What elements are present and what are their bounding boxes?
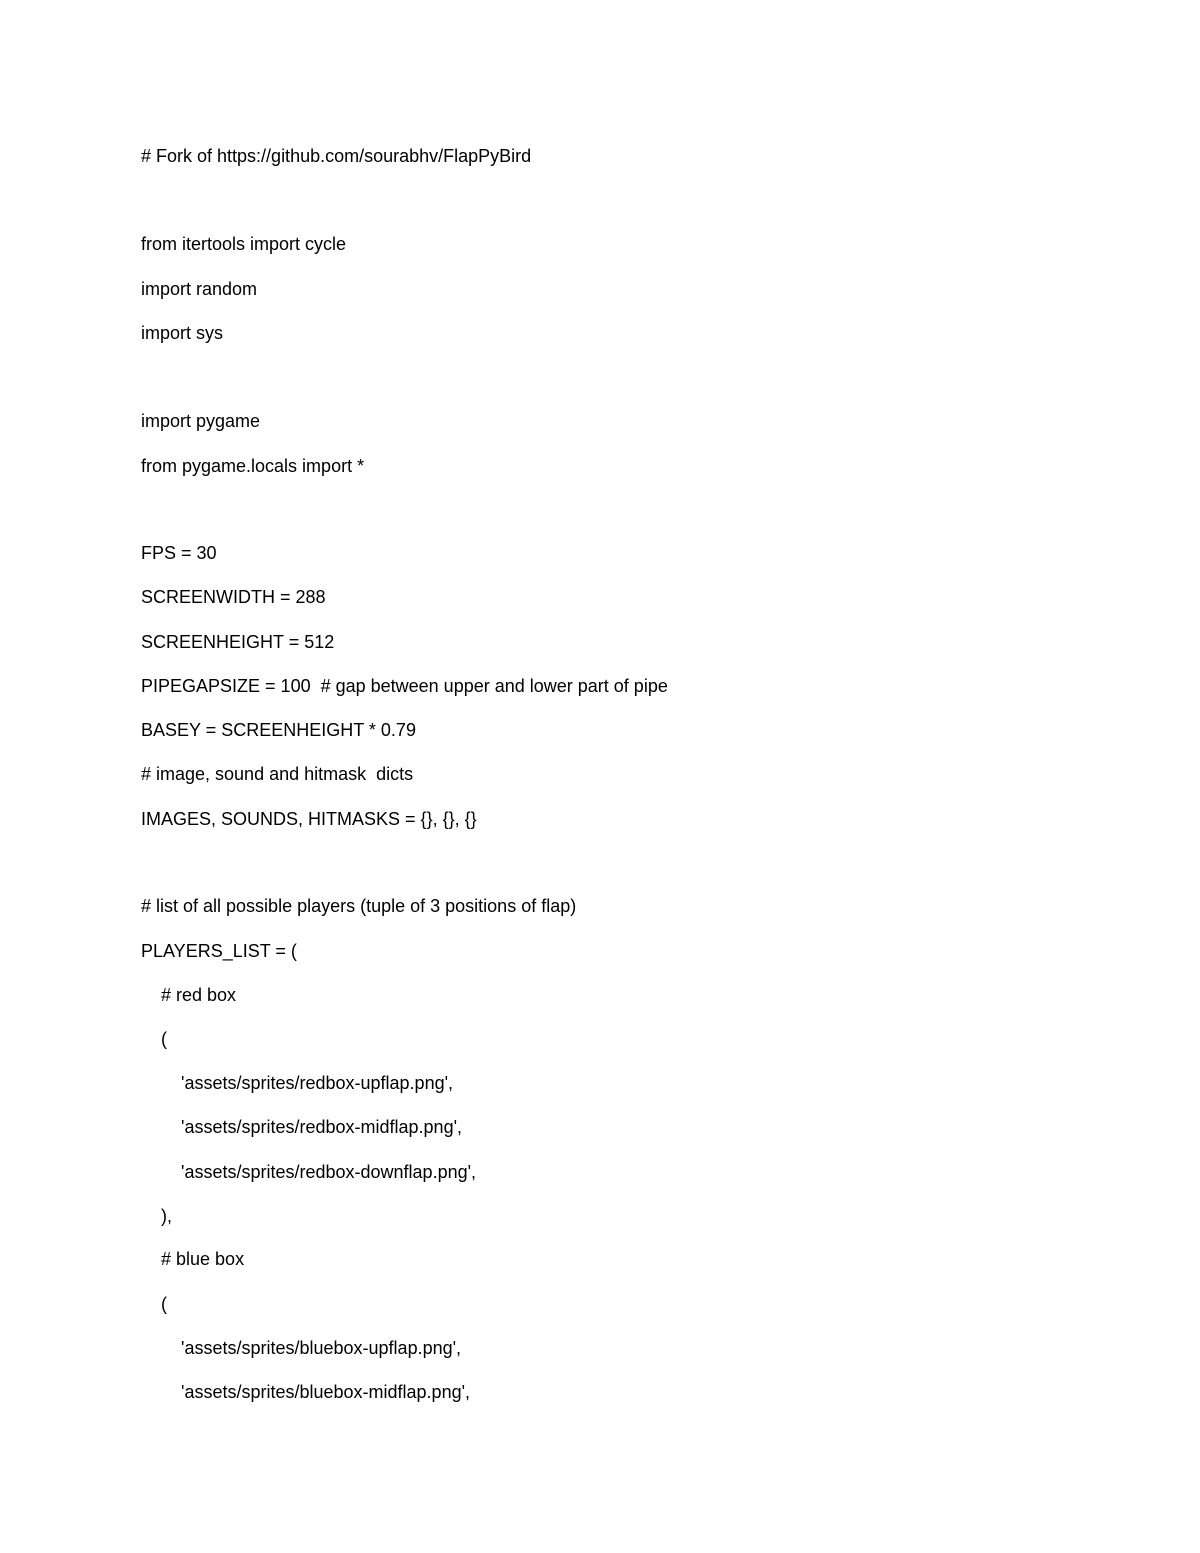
code-line-pipegapsize: PIPEGAPSIZE = 100 # gap between upper and lower part of pipe	[141, 676, 668, 696]
code-line-import-locals: from pygame.locals import *	[141, 456, 365, 476]
code-line-comment-fork: # Fork of https://github.com/sourabhv/FlapPyBird	[141, 146, 532, 166]
code-line-comment-blue-box: # blue box	[141, 1249, 245, 1269]
code-line-basey: BASEY = SCREENHEIGHT * 0.79	[141, 720, 416, 740]
code-line-comment-players: # list of all possible players (tuple of 3 positions of flap)	[141, 896, 577, 916]
code-line-redbox-downflap: 'assets/sprites/redbox-downflap.png',	[141, 1162, 477, 1182]
code-line-redbox-midflap: 'assets/sprites/redbox-midflap.png',	[141, 1117, 463, 1137]
code-line-open-paren-blue: (	[141, 1294, 167, 1314]
code-line-import-pygame: import pygame	[141, 411, 261, 431]
code-line-comment-dicts: # image, sound and hitmask dicts	[141, 764, 414, 784]
code-line-fps: FPS = 30	[141, 543, 217, 563]
code-line-close-paren-red: ),	[141, 1206, 172, 1226]
code-line-bluebox-midflap: 'assets/sprites/bluebox-midflap.png',	[141, 1382, 471, 1402]
code-line-open-paren-red: (	[141, 1029, 167, 1049]
code-line-import-random: import random	[141, 279, 258, 299]
code-line-import-sys: import sys	[141, 323, 224, 343]
code-line-images-sounds: IMAGES, SOUNDS, HITMASKS = {}, {}, {}	[141, 809, 477, 829]
code-line-players-list: PLAYERS_LIST = (	[141, 941, 297, 961]
code-line-bluebox-upflap: 'assets/sprites/bluebox-upflap.png',	[141, 1338, 462, 1358]
code-line-import-cycle: from itertools import cycle	[141, 234, 347, 254]
code-line-comment-red-box: # red box	[141, 985, 237, 1005]
code-line-redbox-upflap: 'assets/sprites/redbox-upflap.png',	[141, 1073, 454, 1093]
code-line-screenwidth: SCREENWIDTH = 288	[141, 587, 326, 607]
code-line-screenheight: SCREENHEIGHT = 512	[141, 632, 335, 652]
